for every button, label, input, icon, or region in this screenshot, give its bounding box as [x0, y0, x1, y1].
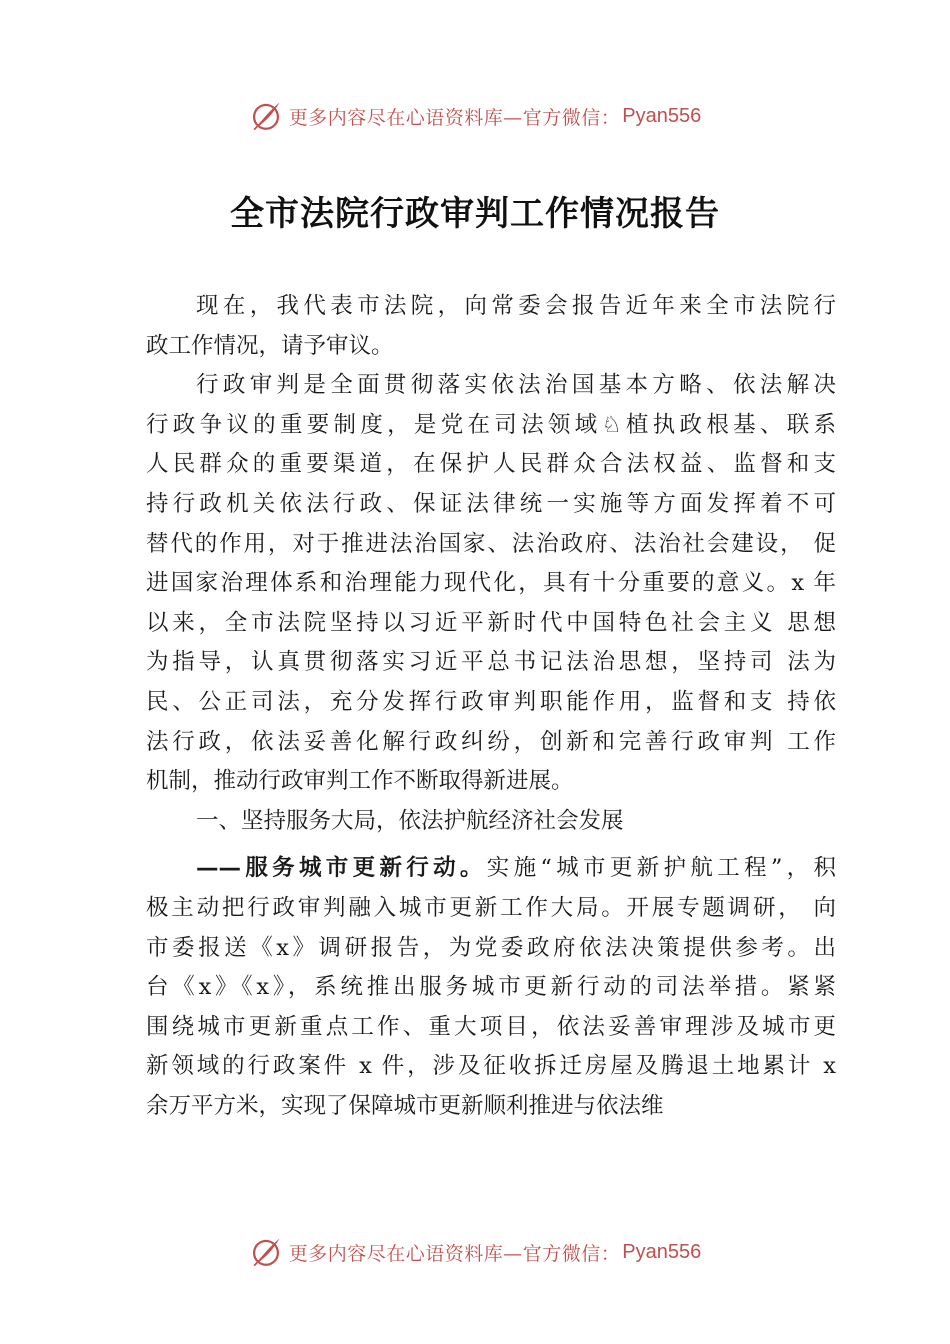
paragraph-line: 进国家治理体系和治理能力现代化，具有十分重要的意义。x 年	[146, 570, 836, 597]
watermark-wechat-id: Pyan556	[622, 104, 702, 127]
paragraph-line: 机制，推动行政审判工作不断取得新进展。	[146, 768, 574, 795]
paragraph-line: 以来，全市法院坚持以习近平新时代中国特色社会主义 思想	[146, 609, 836, 636]
paragraph-line: 市委报送《x》调研报告，为党委政府依法决策提供参考。出	[146, 934, 836, 961]
watermark-text: 更多内容尽在心语资料库—官方微信：	[288, 1242, 621, 1265]
section-heading: 一、坚持服务大局，依法护航经济社会发展	[196, 807, 624, 834]
watermark-wechat-id: Pyan556	[622, 1240, 702, 1263]
paragraph-text: 实施“城市更新护航工程”，积	[486, 855, 836, 882]
paragraph-line: 替代的作用，对于推进法治国家、法治政府、法治社会建设， 促	[146, 530, 836, 557]
watermark-banner-bottom	[0, 1232, 950, 1272]
paragraph-line: 极主动把行政审判融入城市更新工作大局。开展专题调研， 向	[146, 894, 836, 921]
feather-pen-icon	[249, 1235, 283, 1269]
paragraph-line: 持行政机关依法行政、保证法律统一实施等方面发挥着不可	[146, 490, 836, 517]
watermark-text: 更多内容尽在心语资料库—官方微信：	[288, 106, 621, 129]
paragraph-line: 行政争议的重要制度，是党在司法领域♘植执政根基、联系	[146, 411, 836, 438]
paragraph-line: 政工作情况，请予审议。	[146, 332, 394, 359]
paragraph-line: 法行政，依法妥善化解行政纠纷，创新和完善行政审判 工作	[146, 728, 836, 755]
paragraph-line	[146, 849, 836, 889]
feather-pen-icon	[249, 99, 283, 133]
paragraph-line: 人民群众的重要渠道，在保护人民群众合法权益、监督和支	[146, 451, 836, 478]
paragraph-line: 余万平方米，实现了保障城市更新顺利推进与依法维	[146, 1092, 664, 1119]
paragraph-line: 台《x》《x》，系统推出服务城市更新行动的司法举措。紧紧	[146, 974, 836, 1001]
paragraph-line: 民、公正司法，充分发挥行政审判职能作用，监督和支 持依	[146, 688, 836, 715]
paragraph-line: 新领域的行政案件 x 件，涉及征收拆迁房屋及腾退土地累计 x	[146, 1053, 836, 1080]
paragraph-line: 为指导，认真贯彻落实习近平总书记法治思想，坚持司 法为	[146, 649, 836, 676]
paragraph-line: 现在，我代表市法院，向常委会报告近年来全市法院行	[196, 293, 836, 319]
watermark-banner-top	[0, 96, 950, 136]
paragraph-line: 行政审判是全面贯彻落实依法治国基本方略、依法解决	[196, 372, 836, 399]
document-body	[146, 287, 836, 1126]
document-title: 全市法院行政审判工作情况报告	[230, 194, 720, 234]
paragraph-lead: ——服务城市更新行动。	[196, 855, 487, 882]
paragraph-line: 围绕城市更新重点工作、重大项目，依法妥善审理涉及城市更	[146, 1013, 836, 1040]
